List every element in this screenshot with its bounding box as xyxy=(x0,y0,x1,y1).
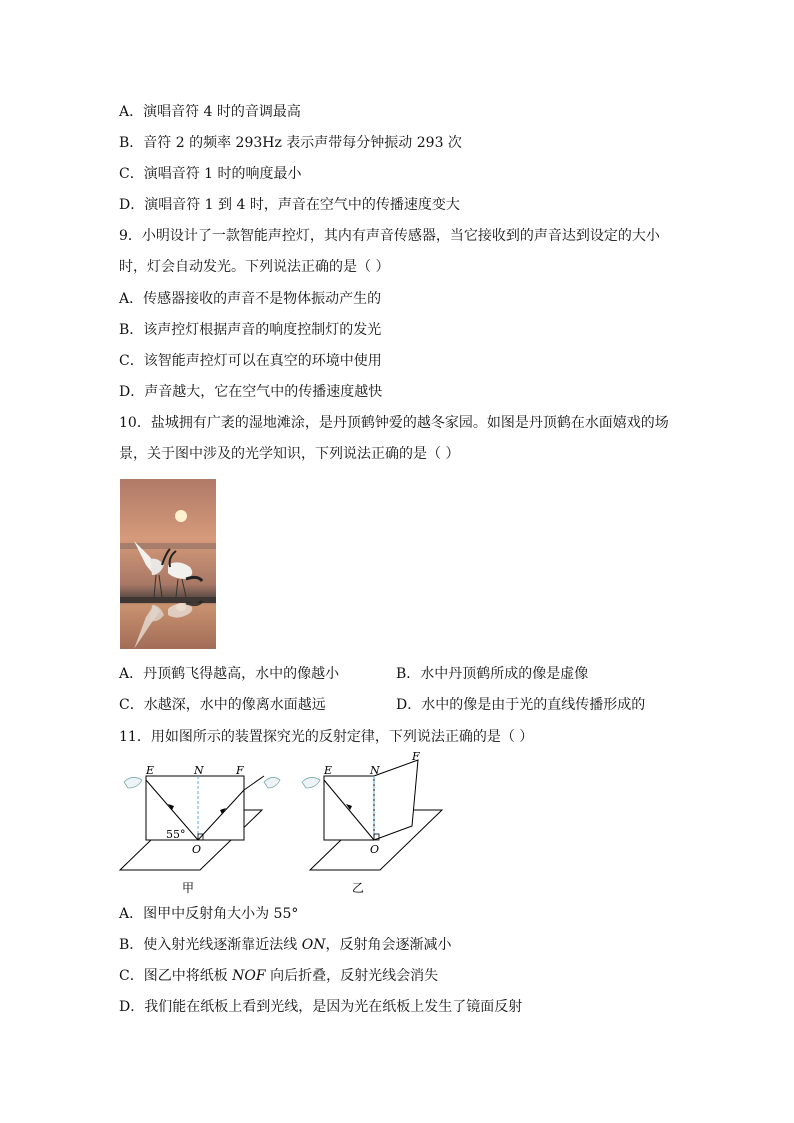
q9-option-d: D．声音越大，它在空气中的传播速度越快 xyxy=(119,384,383,400)
q11-option-c: C．图乙中将纸板 NOF 向后折叠，反射光线会消失 xyxy=(119,968,439,984)
label-o-2: O xyxy=(370,843,380,856)
q11-option-a: A．图甲中反射角大小为 55° xyxy=(119,906,299,922)
reflection-diagram xyxy=(112,752,452,904)
q11-stem: 11．用如图所示的装置探究光的反射定律，下列说法正确的是（ ） xyxy=(119,729,534,745)
label-n-2: N xyxy=(370,764,380,777)
label-n: N xyxy=(194,764,204,777)
label-f: F xyxy=(236,764,244,777)
q10-option-c: C．水越深，水中的像离水面越远 xyxy=(119,697,326,713)
q10-option-a: A．丹顶鹤飞得越高，水中的像越小 xyxy=(119,666,340,682)
q11-option-b: B．使入射光线逐渐靠近法线 ON，反射角会逐渐减小 xyxy=(119,937,452,953)
q10-option-b: B．水中丹顶鹤所成的像是虚像 xyxy=(396,666,589,682)
q8-option-a: A．演唱音符 4 时的音调最高 xyxy=(119,104,301,120)
label-e: E xyxy=(146,764,155,777)
q8-option-c: C．演唱音符 1 时的响度最小 xyxy=(119,166,302,182)
label-e-2: E xyxy=(324,764,333,777)
crane-photo xyxy=(120,479,216,649)
q9-stem: 9．小明设计了一款智能声控灯，其内有声音传感器，当它接收到的声音达到设定的大小时，灯会自动发光。下列说法正确的是（ ） xyxy=(119,228,660,275)
q9-option-c: C．该智能声控灯可以在真空的环境中使用 xyxy=(119,353,382,369)
label-f-2: F xyxy=(412,752,420,763)
figure-jia xyxy=(120,764,280,895)
figure-yi xyxy=(302,752,442,895)
label-o: O xyxy=(192,843,202,856)
q10-stem: 10．盐城拥有广袤的湿地滩涂，是丹顶鹤钟爱的越冬家园。如图是丹顶鹤在水面嬉戏的场景，关于图中涉及的光学知识，下列说法正确的是（ ） xyxy=(119,415,669,462)
caption-yi: 乙 xyxy=(352,881,365,895)
q8-option-d: D．演唱音符 1 到 4 时，声音在空气中的传播速度变大 xyxy=(119,197,460,213)
q9-option-b: B．该声控灯根据声音的响度控制灯的发光 xyxy=(119,322,382,338)
q11-option-d: D．我们能在纸板上看到光线，是因为光在纸板上发生了镜面反射 xyxy=(119,999,523,1015)
q10-option-d: D．水中的像是由于光的直线传播形成的 xyxy=(396,697,646,713)
label-angle: 55° xyxy=(166,828,186,841)
caption-jia: 甲 xyxy=(182,881,195,895)
q9-option-a: A．传感器接收的声音不是物体振动产生的 xyxy=(119,291,382,307)
q8-option-b: B．音符 2 的频率 293Hz 表示声带每分钟振动 293 次 xyxy=(119,135,462,151)
